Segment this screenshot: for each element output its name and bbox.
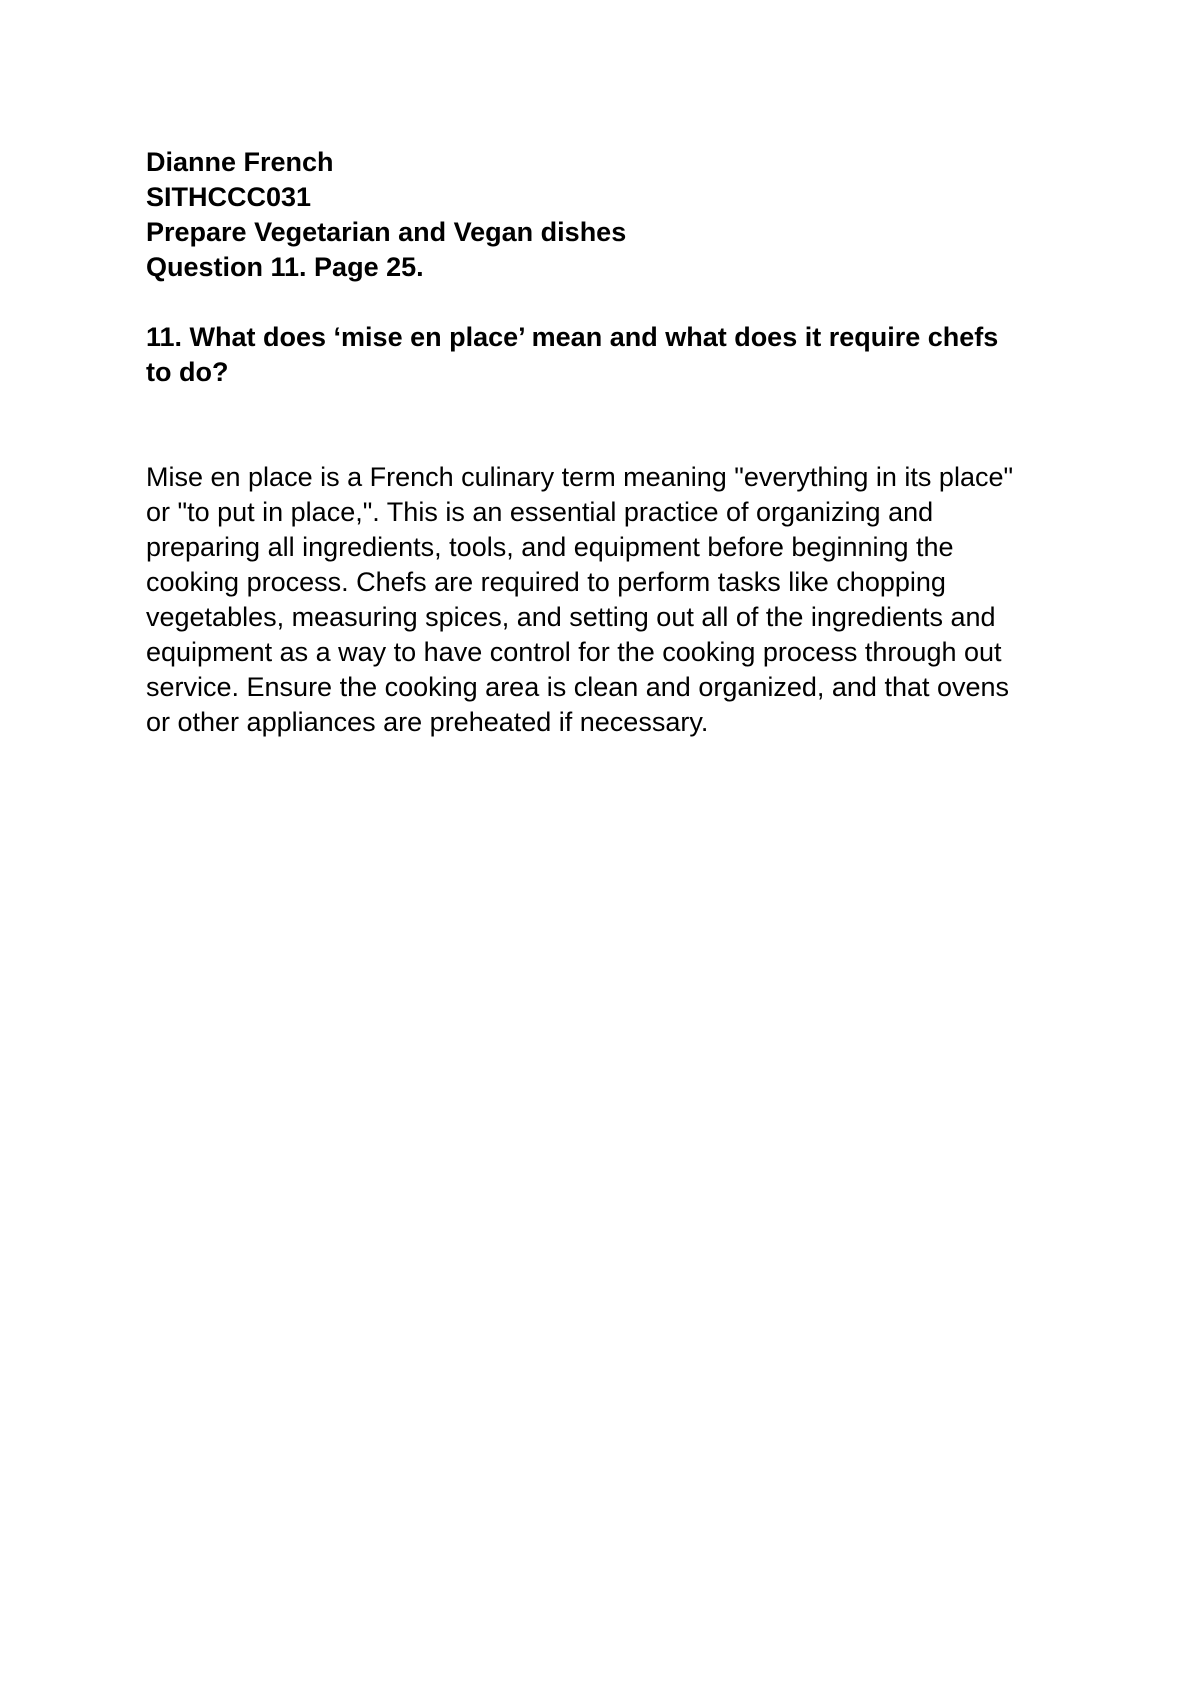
answer-line: preparing all ingredients, tools, and equipment before beginning the [146, 532, 954, 562]
answer-line: or other appliances are preheated if necessary. [146, 707, 709, 737]
question-heading [146, 320, 1066, 390]
document-header [146, 145, 1066, 285]
answer-line: vegetables, measuring spices, and setting out all of the ingredients and [146, 602, 996, 632]
answer-paragraph [146, 460, 1066, 740]
answer-line: cooking process. Chefs are required to perform tasks like chopping [146, 567, 946, 597]
question-line-1: 11. What does ‘mise en place’ mean and what does it require chefs [146, 322, 999, 352]
unit-title: Prepare Vegetarian and Vegan dishes [146, 217, 627, 247]
answer-line: service. Ensure the cooking area is clean and organized, and that ovens [146, 672, 1010, 702]
answer-line: equipment as a way to have control for the cooking process through out [146, 637, 1002, 667]
unit-code: SITHCCC031 [146, 182, 312, 212]
answer-line: Mise en place is a French culinary term meaning "everything in its place" [146, 462, 1014, 492]
question-line-2: to do? [146, 357, 229, 387]
answer-line: or "to put in place,". This is an essential practice of organizing and [146, 497, 934, 527]
author-name: Dianne French [146, 147, 334, 177]
question-reference: Question 11. Page 25. [146, 252, 424, 282]
